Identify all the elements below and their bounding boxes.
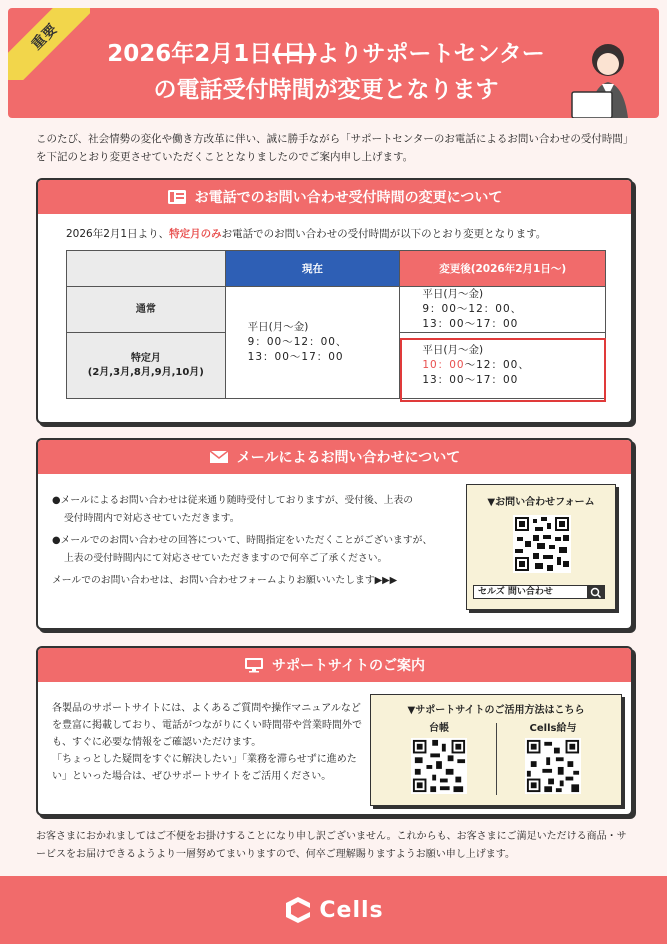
new-special-days: 平日(月～金) [422,344,484,356]
site-section-header [38,648,631,682]
mail-section-header [38,440,631,474]
intro-text: このたび、社会情勢の変化や働き方改革に伴い、誠に勝手ながら「サポートセンターのお電話によるお問い合わせの受付時間」を下記のとおり変更させていただくこととなりましたのでご案内申し上げます。 [36,133,634,163]
operator-illustration-icon [568,36,650,118]
mail-p1a: ●メールによるお問い合わせは従来通り随時受付しておりますが、受付後、上表の [52,495,414,506]
phone-lead-text [66,226,546,241]
envelope-icon [209,450,229,464]
inquiry-form-qr-code[interactable] [513,515,571,573]
new-special-hours-1-rest: ～12：00、 [464,359,530,371]
support-site-section [36,646,633,816]
ledger-label: 台帳 [429,723,449,734]
column-divider [496,723,497,795]
mail-inquiry-section [36,438,633,630]
ledger-qr-code[interactable] [411,738,467,794]
mail-p2b: 上表の受付時間内にて対応させていただきますので何卒ご了承ください。 [64,553,388,564]
table-corner [67,251,226,287]
new-normal-hours-2: 13：00～17：00 [422,318,519,330]
mail-body-text [52,492,462,594]
special-month-list: (2月,3月,8月,9月,10月) [87,366,204,378]
monitor-icon [244,657,264,673]
phone-lead-b: お電話でのお問い合わせの受付時間が以下のとおり変更となります。 [221,228,547,240]
new-special-hours-2: 13：00～17：00 [422,374,519,386]
mail-section-title: メールによるお問い合わせについて [236,450,461,466]
payroll-column [503,719,603,794]
site-text-1: 各製品のサポートサイトには、よくあるご質問や操作マニュアルなどを豊富に掲載しており、電話がつながりにくい時間帯や営業時間外でも、すぐに必要な情報をご確認いただけます。 [52,703,362,748]
row-label-normal: 通常 [67,287,226,333]
col-header-now: 現在 [225,251,400,287]
phone-lead-highlight: 特定月のみ [169,228,222,240]
cell-new-normal [400,287,606,333]
new-normal-days: 平日(月～金) [422,288,484,300]
title-line-2: の電話受付時間が変更となります [153,77,499,103]
important-badge-label: 重要 [8,8,90,80]
current-days: 平日(月～金) [247,321,309,333]
page-title [56,36,596,108]
support-usage-title: ▼サポートサイトのご活用方法はこちら [407,705,585,716]
phone-lead-a: 2026年2月1日より、 [66,228,170,240]
new-special-start-time: 10：00 [422,359,465,371]
site-text-2: 「ちょっとした疑問をすぐに解決したい」「業務を滞らせずに進めたい」といった場合は、ぜひサポートサイトをご活用ください。 [52,754,357,782]
header-banner [8,8,659,118]
new-normal-hours-1: 9：00～12：00、 [422,303,523,315]
payroll-qr-code[interactable] [525,738,581,794]
row-label-special [67,333,226,399]
cell-current-hours [225,287,400,399]
current-hours-1: 9：00～12：00、 [247,336,348,348]
mail-p1b: 受付時間内で対応させていただきます。 [64,513,240,524]
special-month-label: 特定月 [130,352,161,364]
change-highlight-box [400,338,606,402]
current-hours-2: 13：00～17：00 [247,351,344,363]
title-line-1 [56,36,596,72]
search-input[interactable]: セルズ 問い合わせ [473,585,597,599]
inquiry-form-box [466,484,616,610]
ledger-column [389,719,489,794]
title-date: 2026年2月1日 [107,41,273,67]
payroll-label: Cells給与 [529,723,577,734]
closing-text: お客さまにおかれましてはご不便をお掛けすることになり申し訳ございません。これからも、お客さまにご満足いただける商品・サービスをお届けできるようより一層努めてまいりますので、何卒ご理解賜りますようお願い申し上げます。 [36,831,627,860]
col-header-new: 変更後(2026年2月1日～) [400,251,606,287]
title-struck-day: (日) [272,41,317,67]
title-line1-rest: よりサポートセンター [316,41,545,67]
phone-icon [167,189,187,205]
mail-p3: メールでのお問い合わせは、お問い合わせフォームよりお願いいたします▶▶▶ [52,575,398,586]
phone-hours-section [36,178,633,424]
footer [0,876,667,944]
cells-logo-icon [283,895,313,925]
search-button[interactable] [587,585,605,599]
site-body-text [52,700,370,785]
brand-name: Cells [319,897,384,923]
search-icon [587,586,605,600]
support-usage-box [370,694,622,806]
phone-section-header [38,180,631,214]
mail-p2a: ●メールでのお問い合わせの回答について、時間指定をいただくことがございますが、 [52,535,433,546]
phone-section-title: お電話でのお問い合わせ受付時間の変更について [194,190,503,206]
inquiry-form-title: ▼お問い合わせフォーム [487,497,595,508]
site-section-title: サポートサイトのご案内 [271,658,426,674]
